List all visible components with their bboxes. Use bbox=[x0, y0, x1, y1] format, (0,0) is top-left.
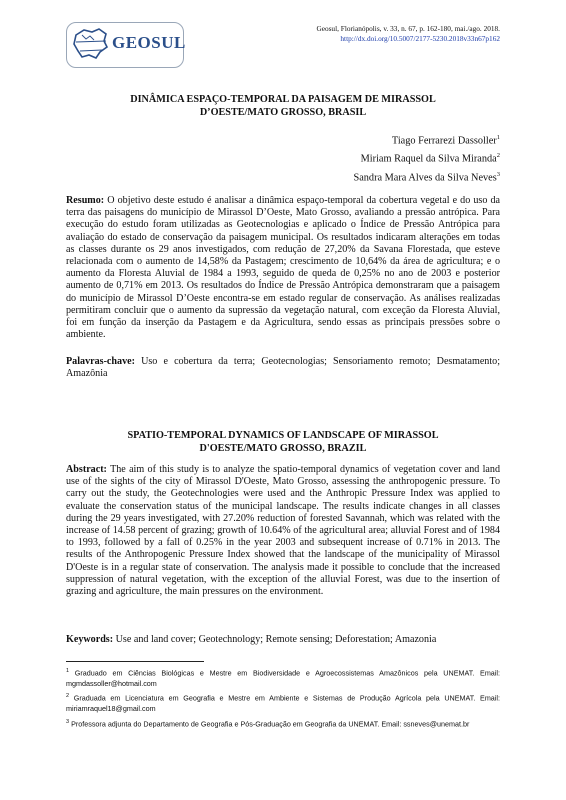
footnote-number: 3 bbox=[66, 718, 70, 725]
keywords-text: Use and land cover; Geotechnology; Remote sensing; Deforestation; Amazonia bbox=[115, 634, 437, 645]
palavras-chave-label: Palavras-chave: bbox=[66, 356, 135, 367]
title-pt-line-1: DINÂMICA ESPAÇO-TEMPORAL DA PAISAGEM DE MIRASSOL bbox=[130, 94, 436, 105]
abstract-text: The aim of this study is to analyze the spatio-temporal dynamics of vegetation cover and land use of the sights of the city of Mirassol D'Oeste, Mato Grosso, assessing the anthropogenic pressure. To carry out the study, the Geotechnologies were used and the Anthropic Pressure Index was applied to evaluate the conservation status of the municipal landscape. The results indicate changes in all classes during the 29 years investigated, with 27.20% reduction of forested Savannah, which was related with the increase of 14.58 percent of grazing; growth of 10.64% of the agricultural area; alluvial Forest and of 1984 to 1993, followed by a fall of 0.25% in the year 2003 and subsequent increase of 0.71% in 2013. The results of the Anthropogenic Pressure Index showed that the landscape of the municipality of Mirassol D'Oeste is in a regular state of conservation. The analysis made it possible to conclude that the increased suppression of natural vegetation, with the exception of the alluvial Forest, was due to the insertion of grazing and agriculture, the main pressures on the environment. bbox=[66, 464, 500, 598]
title-english bbox=[66, 430, 500, 455]
palavras-chave-text: Uso e cobertura da terra; Geotecnologias; Sensoriamento remoto; Desmatamento; Amazônia bbox=[66, 356, 500, 380]
footnote-ref[interactable]: 3 bbox=[496, 170, 500, 178]
keywords-label: Keywords: bbox=[66, 634, 114, 645]
title-en-line-1: SPATIO-TEMPORAL DYNAMICS OF LANDSCAPE OF MIRASSOL bbox=[127, 430, 439, 441]
abstract-paragraph bbox=[66, 464, 500, 598]
author-name: Tiago Ferrarezi Dassoller bbox=[391, 135, 497, 147]
resumo-text: O objetivo deste estudo é analisar a dinâmica espaço-temporal da cobertura vegetal e do uso da terra das paisagens do município de Mirassol D’Oeste, Mato Grosso, avaliando a pressão antrópica. Para execução do estudo foram utilizadas as Geotecnologias e aplicado o Índice de Pressão Antrópica para avaliação do estado de conservação da paisagem municipal. Os resultados indicaram alterações em todas as classes durante os 29 anos investigados, com redução de 27,20% da Savana Florestada, que esteve relacionada com o aumento de 14,58% da Pastagem; crescimento de 10,64% da área de agricultura; e o aumento da Floresta Aluvial de 1984 a 1993, seguido de queda de 0,25% no ano de 2003 e posterior aumento de 0,71% em 2013. Os resultados do Índice de Pressão Antrópica demonstraram que a paisagem do município de Mirassol D’Oeste encontra-se em estado regular de conservação. As análises realizadas permitiram concluir que o aumento da supressão da vegetação natural, com exceção da Floresta Aluvial, foi em função da inserção da Pastagem e da Agricultura, sendo essas as principais pressões sobre o ambiente. bbox=[66, 195, 500, 341]
keywords-paragraph bbox=[66, 634, 500, 646]
author-3 bbox=[353, 167, 500, 185]
resumo-paragraph bbox=[66, 195, 500, 341]
footnote-ref[interactable]: 1 bbox=[496, 134, 500, 141]
footnote-1 bbox=[66, 666, 500, 689]
logo-text: GEOSUL bbox=[112, 33, 186, 52]
title-pt-line-2: D’OESTE/MATO GROSSO, BRASIL bbox=[199, 106, 367, 118]
title-portuguese bbox=[66, 94, 500, 119]
footnote-ref[interactable]: 2 bbox=[496, 152, 500, 160]
palavras-chave-paragraph bbox=[66, 356, 500, 380]
geosul-logo bbox=[66, 22, 184, 68]
abstract-label: Abstract: bbox=[66, 464, 107, 475]
footnote-2 bbox=[66, 691, 500, 714]
footnote-3 bbox=[66, 717, 500, 730]
footnote-text: Graduada em Licenciatura em Geografia e Mestre em Ambiente e Sistemas de Produção Agrícola pela UNEMAT. Email: miriamraquel18@gmail.com bbox=[66, 693, 500, 714]
author-name: Miriam Raquel da Silva Miranda bbox=[360, 153, 497, 165]
brazil-south-map-icon bbox=[72, 27, 110, 61]
author-name: Sandra Mara Alves da Silva Neves bbox=[353, 172, 497, 184]
footnotes bbox=[66, 666, 500, 732]
citation-line: Geosul, Florianópolis, v. 33, n. 67, p. 162-180, mai./ago. 2018. bbox=[316, 24, 500, 33]
footnote-divider bbox=[66, 661, 204, 662]
footnote-text: Professora adjunta do Departamento de Geografia e Pós-Graduação em Geografia da UNEMAT. Email: ssneves@unemat.br bbox=[71, 719, 470, 729]
resumo-label: Resumo: bbox=[66, 195, 105, 206]
journal-header bbox=[316, 24, 500, 44]
author-list bbox=[353, 130, 500, 185]
author-1 bbox=[353, 130, 500, 148]
footnote-text: Graduado em Ciências Biológicas e Mestre em Biodiversidade e Agroecossistemas Amazônicos pela UNEMAT. Email: mgmdassoller@hotmail.com bbox=[66, 668, 500, 688]
footnote-number: 2 bbox=[66, 693, 70, 700]
author-2 bbox=[353, 148, 500, 166]
title-en-line-2: D'OESTE/MATO GROSSO, BRAZIL bbox=[199, 442, 367, 454]
footnote-number: 1 bbox=[66, 668, 70, 674]
doi-link[interactable]: http://dx.doi.org/10.5007/2177-5230.2018v33n67p162 bbox=[340, 34, 500, 43]
